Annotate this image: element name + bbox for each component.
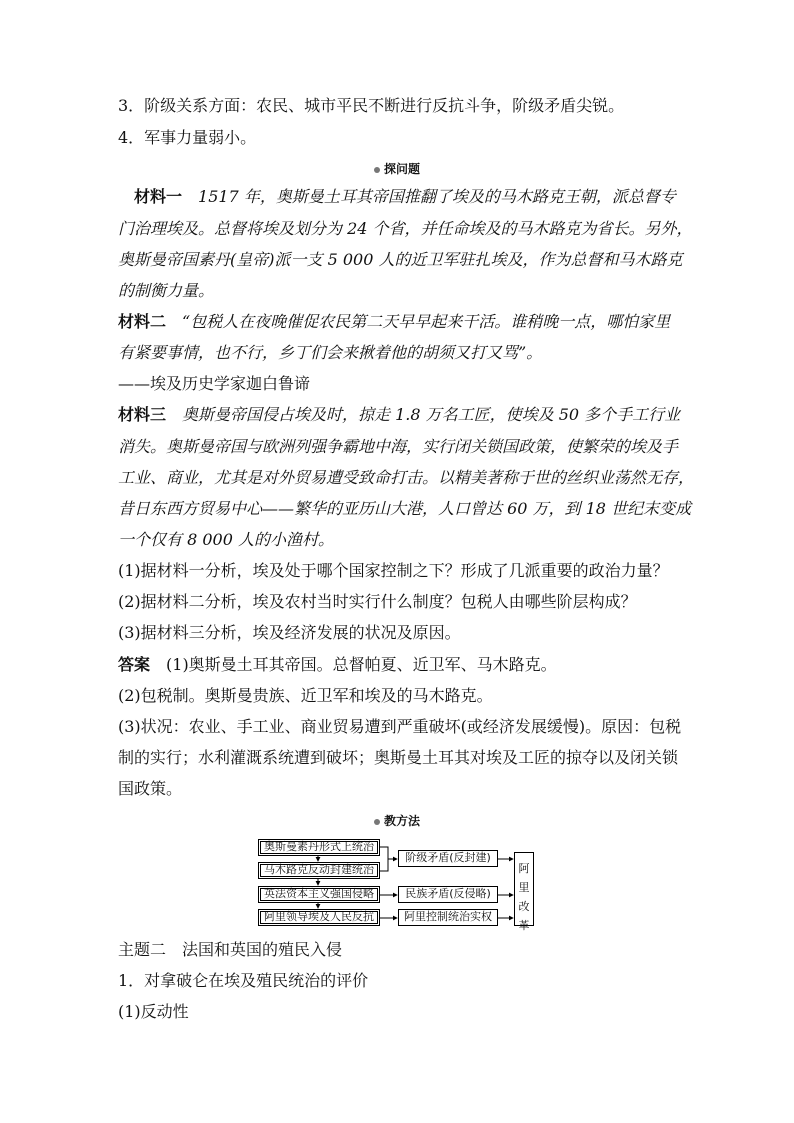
subheading: (1)反动性 xyxy=(118,1002,189,1021)
material-2-line: 有紧要事情，也不行，乡丁们会来揪着他的胡须又打又骂”。 xyxy=(118,343,543,362)
material-3-line: 材料三 奥斯曼帝国侵占埃及时，掠走 1.8 万名工匠，使埃及 50 多个手工行业 xyxy=(118,405,681,424)
material-2-line: 材料二 “包税人在夜晚催促农民第二天早早起来干活。谁稍晚一点，哪怕家里 xyxy=(118,312,671,331)
question-1: (1)据材料一分析，埃及处于哪个国家控制之下？形成了几派重要的政治力量？ xyxy=(118,561,669,580)
answer-line: 国政策。 xyxy=(118,779,183,798)
material-1-line: 门治理埃及。总督将埃及划分为 24 个省，并任命埃及的马木路克为省长。另外， xyxy=(118,219,693,238)
answer-line: 制的实行；水利灌溉系统遭到破坏；奥斯曼土耳其对埃及工匠的掠夺以及闭关锁 xyxy=(118,748,679,767)
material-1-line: 的制衡力量。 xyxy=(118,281,215,300)
text-line: 3．阶级关系方面：农民、城市平民不断进行反抗斗争，阶级矛盾尖锐。 xyxy=(118,96,625,115)
diagram-left-box: 阿里领导埃及人民反抗 xyxy=(258,909,380,926)
diagram-mid-box: 民族矛盾(反侵略) xyxy=(398,886,498,903)
material-3-line: 消失。奥斯曼帝国与欧洲列强争霸地中海，实行闭关锁国政策，使繁荣的埃及手 xyxy=(118,437,679,456)
material-2-source: ——埃及历史学家迦白鲁谛 xyxy=(118,374,311,393)
diagram-left-box: 奥斯曼素丹形式上统治 xyxy=(258,839,380,856)
material-3-line: 工业、商业，尤其是对外贸易遭受致命打击。以精美著称于世的丝织业荡然无存， xyxy=(118,468,695,487)
subheading: 1．对拿破仑在埃及殖民统治的评价 xyxy=(118,971,369,990)
diagram-left-box: 马木路克反动封建统治 xyxy=(258,862,380,879)
material-3-line: 一个仅有 8 000 人的小渔村。 xyxy=(118,530,334,549)
material-3-line: 昔日东西方贸易中心——繁华的亚历山大港，人口曾达 60 万，到 18 世纪末变成 xyxy=(118,499,692,518)
diagram-ali-reform-box: 阿 里 改 革 xyxy=(514,852,534,926)
topic-heading: 主题二 法国和英国的殖民入侵 xyxy=(118,940,343,959)
diagram-mid-box: 阶级矛盾(反封建) xyxy=(398,850,498,867)
question-2: (2)据材料二分析，埃及农村当时实行什么制度？包税人由哪些阶层构成？ xyxy=(118,592,637,611)
answer-line: (3)状况：农业、手工业、商业贸易遭到严重破坏(或经济发展缓慢)。原因：包税 xyxy=(118,717,682,736)
answer-line: 答案 (1)奥斯曼土耳其帝国。总督帕夏、近卫军、马木路克。 xyxy=(118,655,557,674)
section-heading-explore: 探问题 xyxy=(0,162,794,176)
question-3: (3)据材料三分析，埃及经济发展的状况及原因。 xyxy=(118,623,461,642)
bracket-line xyxy=(380,847,388,871)
text-line: 4．军事力量弱小。 xyxy=(118,128,257,147)
material-1-line: 材料一 1517 年，奥斯曼土耳其帝国推翻了埃及的马木路克王朝，派总督专 xyxy=(134,187,676,206)
diagram-left-box: 英法资本主义强国侵略 xyxy=(258,886,380,903)
material-1-line: 奥斯曼帝国素丹(皇帝)派一支 5 000 人的近卫军驻扎埃及，作为总督和马木路克 xyxy=(118,250,683,269)
section-heading-method: 教方法 xyxy=(0,814,794,828)
diagram-mid-box: 阿里控制统治实权 xyxy=(398,909,498,926)
answer-line: (2)包税制。奥斯曼贵族、近卫军和埃及的马木路克。 xyxy=(118,686,493,705)
